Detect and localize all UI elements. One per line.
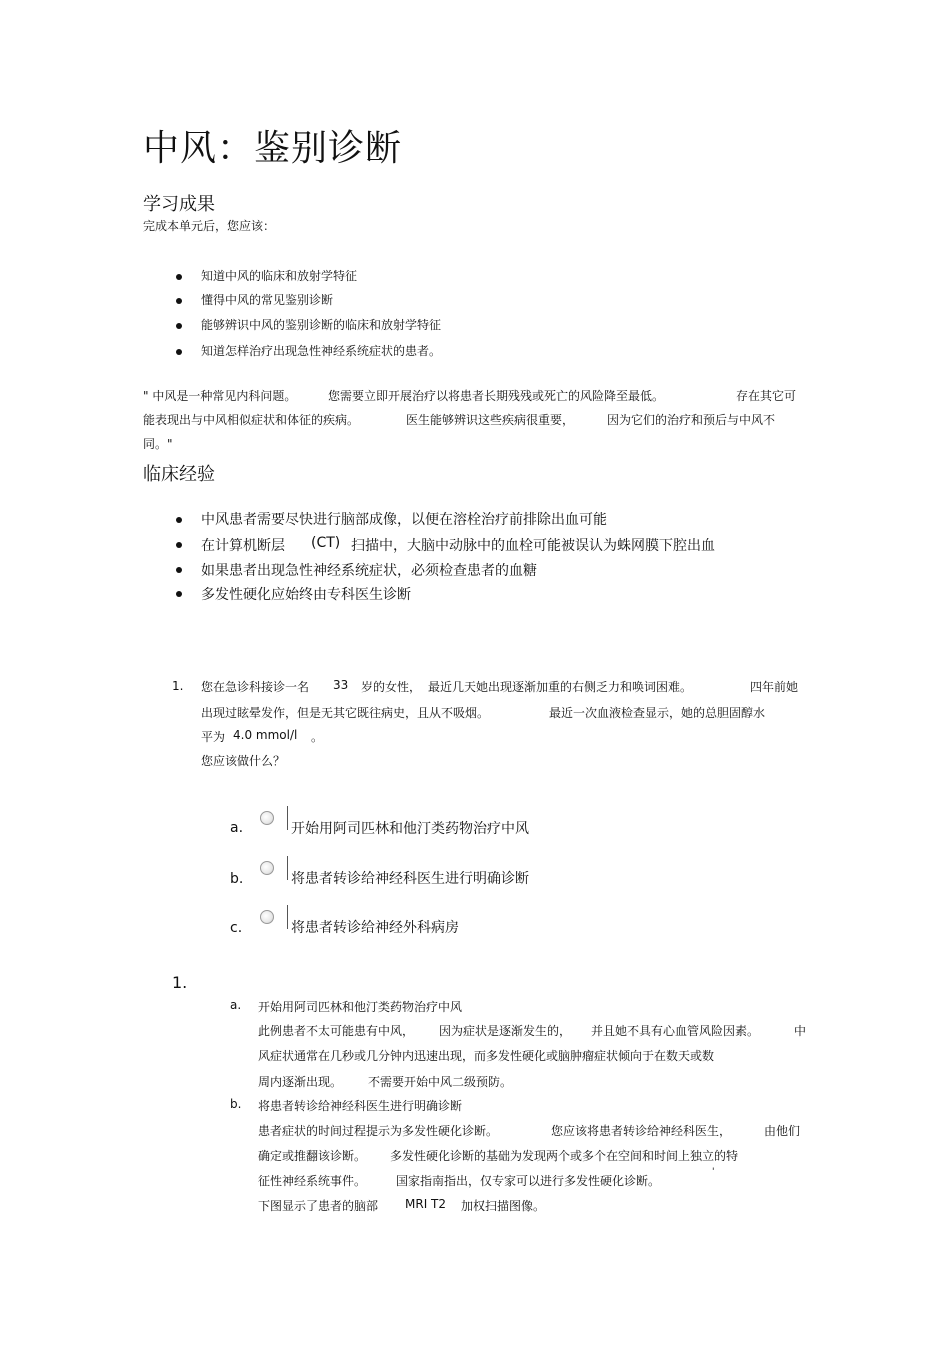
answer-line: 多发性硬化诊断的基础为发现两个或多个在空间和时间上独立的特 [390,1149,739,1163]
question-line: 最近一次血液检查显示，她的总胆固醇水 [549,706,766,720]
option-text[interactable]: 开始用阿司匹林和他汀类药物治疗中风 [291,821,529,837]
page-title: 中风：鉴别诊断 [143,128,403,169]
bullet-icon [176,591,182,597]
answer-line: 周内逐渐出现。 [258,1075,343,1089]
bullet-icon [176,323,182,329]
radio-button-c[interactable] [260,910,274,924]
question-line: 岁的女性， [361,680,422,694]
learning-intro: 完成本单元后，您应该： [143,219,276,233]
answer-title: 将患者转诊给神经科医生进行明确诊断 [258,1099,463,1113]
clinical-item: (CT) [311,535,341,551]
answer-line: MRI T2 [405,1197,447,1211]
radio-button-b[interactable] [260,861,274,875]
answer-line: 风症状通常在几秒或几分钟内迅速出现，而多发性硬化或脑肿瘤症状倾向于在数天或数 [258,1049,715,1063]
quote-line: 医生能够辨识这些疾病很重要， [406,413,575,427]
answer-line: 由他们 [764,1124,801,1138]
footnote-mark: ' [712,1167,715,1177]
clinical-item: 在计算机断层 [201,538,285,554]
question-number: 1. [172,679,184,693]
quote-line: " 中风是一种常见内科问题。 [143,389,297,403]
quote-line: 因为它们的治疗和预后与中风不 [607,413,776,427]
answer-line: 征性神经系统事件。 [258,1174,367,1188]
question-line: 出现过眩晕发作，但是无其它既往病史，且从不吸烟。 [201,706,490,720]
question-line: 最近几天她出现逐渐加重的右侧乏力和唤词困难。 [428,680,693,694]
option-letter: b. [230,871,244,887]
answer-line: 国家指南指出，仅专家可以进行多发性硬化诊断。 [396,1174,661,1188]
learning-item: 知道怎样治疗出现急性神经系统症状的患者。 [201,344,442,358]
clinical-item: 如果患者出现急性神经系统症状，必须检查患者的血糖 [201,563,537,579]
answer-line: 此例患者不太可能患有中风， [258,1024,415,1038]
answer-line: 确定或推翻该诊断。 [258,1149,367,1163]
option-text[interactable]: 将患者转诊给神经外科病房 [291,920,459,936]
question-line: 4.0 mmol/l [233,728,298,742]
answer-line: 并且她不具有心血管风险因素。 [591,1024,760,1038]
question-line: 33 [333,678,349,692]
radio-button-a[interactable] [260,811,274,825]
answer-title: 开始用阿司匹林和他汀类药物治疗中风 [258,1000,463,1014]
quote-line: 您需要立即开展治疗以将患者长期残残或死亡的风险降至最低。 [328,389,665,403]
answer-line: 您应该将患者转诊给神经科医生， [551,1124,732,1138]
answer-line: 因为症状是逐渐发生的， [439,1024,572,1038]
clinical-item: 多发性硬化应始终由专科医生诊断 [201,587,411,603]
question-line: 。 [311,730,324,744]
option-text[interactable]: 将患者转诊给神经科医生进行明确诊断 [291,871,529,887]
answer-line: 患者症状的时间过程提示为多发性硬化诊断。 [258,1124,499,1138]
divider [287,856,288,880]
bullet-icon [176,274,182,280]
bullet-icon [176,517,182,523]
clinical-item: 中风患者需要尽快进行脑部成像，以便在溶栓治疗前排除出血可能 [201,512,607,528]
divider [287,806,288,830]
answer-line: 加权扫描图像。 [461,1199,546,1213]
answer-line: 中 [794,1024,807,1038]
bullet-icon [176,349,182,355]
question-prompt: 您应该做什么？ [201,754,286,768]
clinical-heading: 临床经验 [143,464,215,485]
bullet-icon [176,298,182,304]
answer-letter: b. [230,1097,242,1111]
question-line: 您在急诊科接诊一名 [201,680,310,694]
learning-item: 知道中风的临床和放射学特征 [201,269,358,283]
bullet-icon [176,542,182,548]
learning-item: 能够辨识中风的鉴别诊断的临床和放射学特征 [201,318,442,332]
quote-line: 同。" [143,437,173,451]
question-line: 平为 [201,730,226,744]
option-letter: a. [230,820,244,836]
clinical-item: 扫描中，大脑中动脉中的血栓可能被误认为蛛网膜下腔出血 [351,538,715,554]
option-letter: c. [230,920,243,936]
bullet-icon [176,567,182,573]
answer-letter: a. [230,998,242,1012]
quote-line: 存在其它可 [736,389,797,403]
learning-item: 懂得中风的常见鉴别诊断 [201,293,334,307]
question-line: 四年前她 [750,680,799,694]
answer-number: 1. [172,973,188,992]
answer-line: 下图显示了患者的脑部 [258,1199,379,1213]
answer-line: 不需要开始中风二级预防。 [368,1075,513,1089]
learning-heading: 学习成果 [143,194,215,215]
quote-line: 能表现出与中风相似症状和体征的疾病。 [143,413,360,427]
divider [287,905,288,929]
